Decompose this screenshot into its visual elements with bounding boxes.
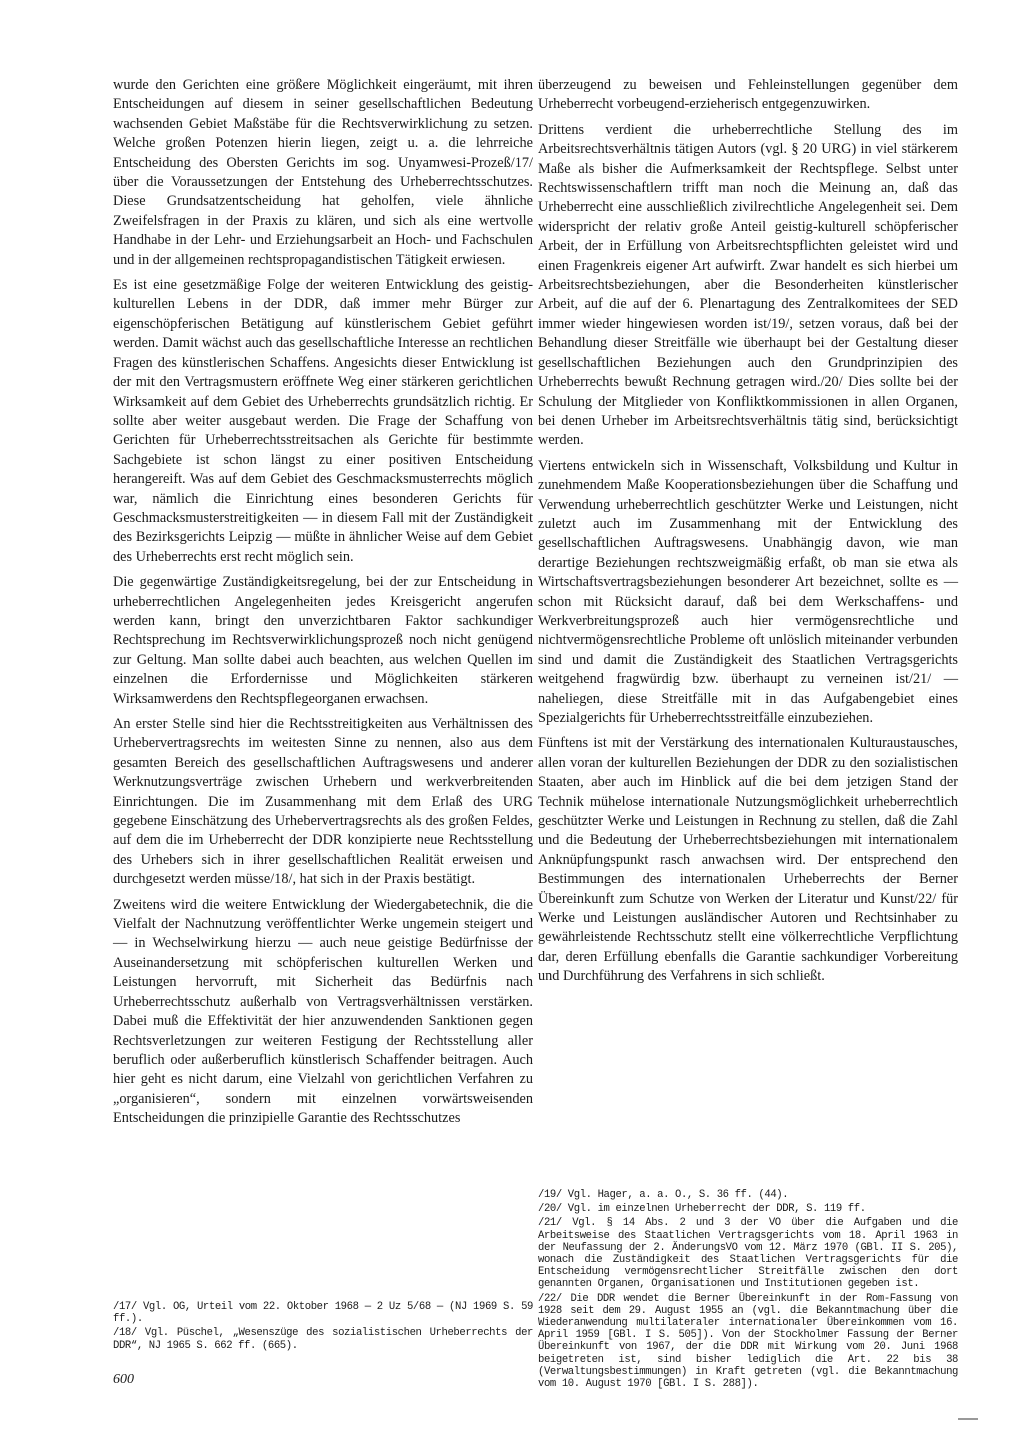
footnote: /17/ Vgl. OG, Urteil vom 22. Oktober 1968 — 2 Uz 5/68 — (NJ 1969 S. 59 ff.). — [113, 1301, 533, 1326]
scan-edge-mark — [958, 1418, 978, 1420]
footnote: /18/ Vgl. Püschel, „Wesenszüge des sozialistischen Urheberrechts der DDR“, NJ 1965 S. 662 ff. (665). — [113, 1327, 533, 1352]
footnotes-left — [113, 1301, 533, 1354]
paragraph: An erster Stelle sind hier die Rechtsstreitigkeiten aus Verhältnissen des Urhebervertragsrechts im weitesten Sinne zu nennen, also aus dem gesamten Bereich des gesellschaftlichen Auftragswesens und anderer Werknutzungsverträge zwischen Urhebern und werkverbreitenden Einrichtungen. Die im Zusammenhang mit dem Erlaß des URG gegebene Einschätzung des Urhebervertragsrechts als des großen Feldes, auf dem die im Urheberrecht der DDR konzipierte neue Rechtsstellung des Urhebers sich in ihrer gesellschaftlichen Realität erweisen und durchgesetzt werden müsse/18/, hat sich in der Praxis bestätigt. — [113, 716, 533, 888]
paragraph: Fünftens ist mit der Verstärkung des internationalen Kulturaustausches, allen voran der kulturellen Beziehungen der DDR zu den sozialistischen Staaten, aber auch im Hinblick auf die bei dem jetzigen Stand der Technik mühelose internationale Nutzungsmöglichkeit urheberrechtlich geschützter Werke und Leistungen in Rechnung zu stellen, daß die Zahl und die Bedeutung der Urheberrechtsbeziehungen mit internationalem Anknüpfungspunkt rasch anwachsen wird. Der entsprechend den Bestimmungen des internationalen Urheberrechts der Berner Übereinkunft zum Schutze von Werken der Literatur und Kunst/22/ für Werke und Leistungen ausländischer Autoren und Rechtsinhaber zu gewährleistende Rechtsschutz stellt eine völkerrechtliche Verpflichtung dar, deren Erfüllung ebenfalls die Garantie sachkundiger Vorbereitung und Durchführung des Verfahrens in sich schließt. — [538, 735, 958, 985]
footnote: /19/ Vgl. Hager, a. a. O., S. 36 ff. (44). — [538, 1189, 789, 1201]
left-column — [113, 76, 533, 1135]
footnotes-right — [538, 1189, 958, 1392]
paragraph: überzeugend zu beweisen und Fehleinstellungen gegenüber dem Urheberrecht vorbeugend-erzieherisch entgegenzuwirken. — [538, 77, 958, 113]
footnote: /21/ Vgl. § 14 Abs. 2 und 3 der VO über die Aufgaben und die Arbeitsweise des Staatlichen Vertragsgerichts vom 18. April 1963 in der Neufassung der 2. ÄnderungsVO vom 12. März 1970 (GBl. II S. 205), wonach die Zuständigkeit des Staatlichen Vertragsgerichts für die Entscheidung vermögensrechtlicher Streitfälle zwischen den dort genannten Organen, Organisationen und Institutionen gegeben ist. — [538, 1217, 958, 1291]
paragraph: Zweitens wird die weitere Entwicklung der Wiedergabetechnik, die die Vielfalt der Nachnutzung veröffentlichter Werke ungemein steigert und — in Wechselwirkung hierzu — auch neue geistige Bedürfnisse der Auseinandersetzung mit schöpferischen kulturellen Werken und Leistungen hervorruft, mit Sicherheit das Bedürfnis nach Urheberrechtsschutz außerhalb von Vertragsverhältnissen verstärken. Dabei muß die Effektivität der hier anzuwendenden Sanktionen gegen Rechtsverletzungen zur weiteren Festigung der Rechtsstellung aller beruflich oder außerberuflich künstlerisch Schaffender beitragen. Auch hier geht es nicht darum, eine Vielzahl von gerichtlichen Verfahren zu „organisieren“, sondern mit einzelnen vorwärtsweisenden Entscheidungen die prinzipielle Garantie des Rechtsschutzes — [113, 896, 533, 1127]
footnote: /20/ Vgl. im einzelnen Urheberrecht der DDR, S. 119 ff. — [538, 1203, 866, 1216]
paragraph: wurde den Gerichten eine größere Möglichkeit eingeräumt, mit ihren Entscheidungen auf diesem in seiner gesellschaftlichen Bedeutung wachsenden Gebiet Maßstäbe für die Rechtsverwirklichung zu setzen. Welche großen Potenzen hierin liegen, zeigt u. a. die lehrreiche Entscheidung des Obersten Gerichts im sog. Unyamwesi-Prozeß/17/ über die Voraussetzungen der Entstehung des Urheberrechtsschutzes. Diese Grundsatzentscheidung hat geholfen, viele ähnliche Zweifelsfragen in der Praxis zu klären, und sich als eine wertvolle Handhabe in der Lehr- und Erziehungsarbeit an Hoch- und Fachschulen und in der allgemeinen rechtspropagandistischen Tätigkeit erwiesen. — [113, 77, 533, 268]
paragraph: Viertens entwickeln sich in Wissenschaft, Volksbildung und Kultur in zunehmendem Maße Kooperationsbeziehungen über die Schaffung und Verwendung urheberrechtlich geschützter Werke und Leistungen, nicht zuletzt auch im Zusammenhang mit der Entwicklung des gesellschaftlichen Auftragswesens. Unabhängig davon, wie man derartige Beziehungen rechtszweigmäßig erfaßt, ob man sie etwa als Wirtschaftsvertragsbeziehungen besonderer Art bezeichnet, sollte es — schon mit Rücksicht darauf, daß bei dem Werkschaffens- und Werkverbreitungsprozeß auch hier vermögensrechtliche und nichtvermögensrechtliche Probleme oft unlöslich miteinander verbunden sind und damit die Zuständigkeit des Staatlichen Vertragsgerichts weitgehend fragwürdig bzw. überhaupt zu verneinen ist/21/ — naheliegen, diese Streitfälle mit in das Aufgabengebiet eines Spezialgerichts für Urheberrechtsstreitfälle einzubeziehen. — [538, 457, 958, 726]
right-column — [538, 76, 958, 993]
paragraph: Drittens verdient die urheberrechtliche Stellung des im Arbeitsrechtsverhältnis tätigen Autors (vgl. § 20 URG) in viel stärkerem Maße als bisher die Aufmerksamkeit der Rechtspflege. Selbst unter Rechtswissenschaftlern trifft man noch die Meinung an, daß das Urheberrecht eine ausschließlich zivilrechtliche Angelegenheit sei. Dem widerspricht der relativ große Anteil geistig-kulturell schöpferischer Arbeit, der in Erfüllung von Arbeitsrechtspflichten geleistet wird und einen Fragenkreis eigener Art aufwirft. Zwar handelt es sich hierbei um Arbeitsrechtsbeziehungen, aber die Besonderheiten künstlerischer Arbeit, auf die auf der 6. Plenartagung des Zentralkomitees der SED immer wieder hingewiesen worden ist/19/, setzen voraus, daß bei der Behandlung dieser Streitfälle wie überhaupt bei der Gestaltung dieser gesellschaftlichen Beziehungen auch den Grundprinzipien des Urheberrechts bewußt Rechnung getragen wird./20/ Dies sollte bei der Schulung der Mitglieder von Konfliktkommissionen in allen Organen, bei denen Urheber im Arbeitsrechtsverhältnis tätig sind, berücksichtigt werden. — [538, 121, 958, 449]
footnote: /22/ Die DDR wendet die Berner Übereinkunft in der Rom-Fassung von 1928 seit dem 29. August 1955 an (vgl. die Bekanntmachung über die Wiederanwendung multilateraler internationaler Übereinkommen vom 16. April 1959 [GBl. I S. 505]). Von der Stockholmer Fassung der Berner Übereinkunft von 1967, der die DDR mit Wirkung vom 20. Juni 1968 beigetreten ist, sind bisher lediglich die Art. 22 bis 38 (Verwaltungsbestimmungen) in Kraft getreten (vgl. die Bekanntmachung vom 10. August 1970 [GBl. I S. 288]). — [538, 1292, 958, 1391]
paragraph: Die gegenwärtige Zuständigkeitsregelung, bei der zur Entscheidung in urheberrechtlichen Angelegenheiten jedes Kreisgericht angerufen werden kann, bringt den unverzichtbaren Faktor sachkundiger Rechtsprechung im Rechtsverwirklichungsprozeß noch nicht genügend zur Geltung. Man sollte dabei auch beachten, aus welchen Quellen im einzelnen die Erfordernisse und Möglichkeiten stärkeren Wirksamwerdens den Rechtspflegeorganen erwachsen. — [113, 574, 533, 707]
page-number: 600 — [113, 1372, 134, 1387]
paragraph: Es ist eine gesetzmäßige Folge der weiteren Entwicklung des geistig-kulturellen Lebens in der DDR, daß immer mehr Bürger zur eigenschöpferischen Betätigung auf künstlerischem Gebiet geführt werden. Damit wächst auch das gesellschaftliche Interesse an rechtlichen Fragen des künstlerischen Schaffens. Angesichts dieser Entwicklung ist der mit den Vertragsmustern eröffnete Weg einer stärkeren gerichtlichen Wirksamkeit auf dem Gebiet des Urheberrechts grundsätzlich richtig. Er sollte aber weiter ausgebaut werden. Die Frage der Schaffung von Gerichten für Urheberrechtsstreitsachen als Gerichte für bestimmte Sachgebiete ist schon längst zu einer positiven Entscheidung herangereift. Was auf dem Gebiet des Geschmacksmusterrechts möglich war, nämlich die Einrichtung eines besonderen Gerichts für Geschmacksmusterstreitigkeiten — in diesem Fall mit der Zuständigkeit des Bezirksgerichts Leipzig — müßte in ähnlicher Weise auf dem Gebiet des Urheberrechts erst recht möglich sein. — [113, 277, 533, 565]
